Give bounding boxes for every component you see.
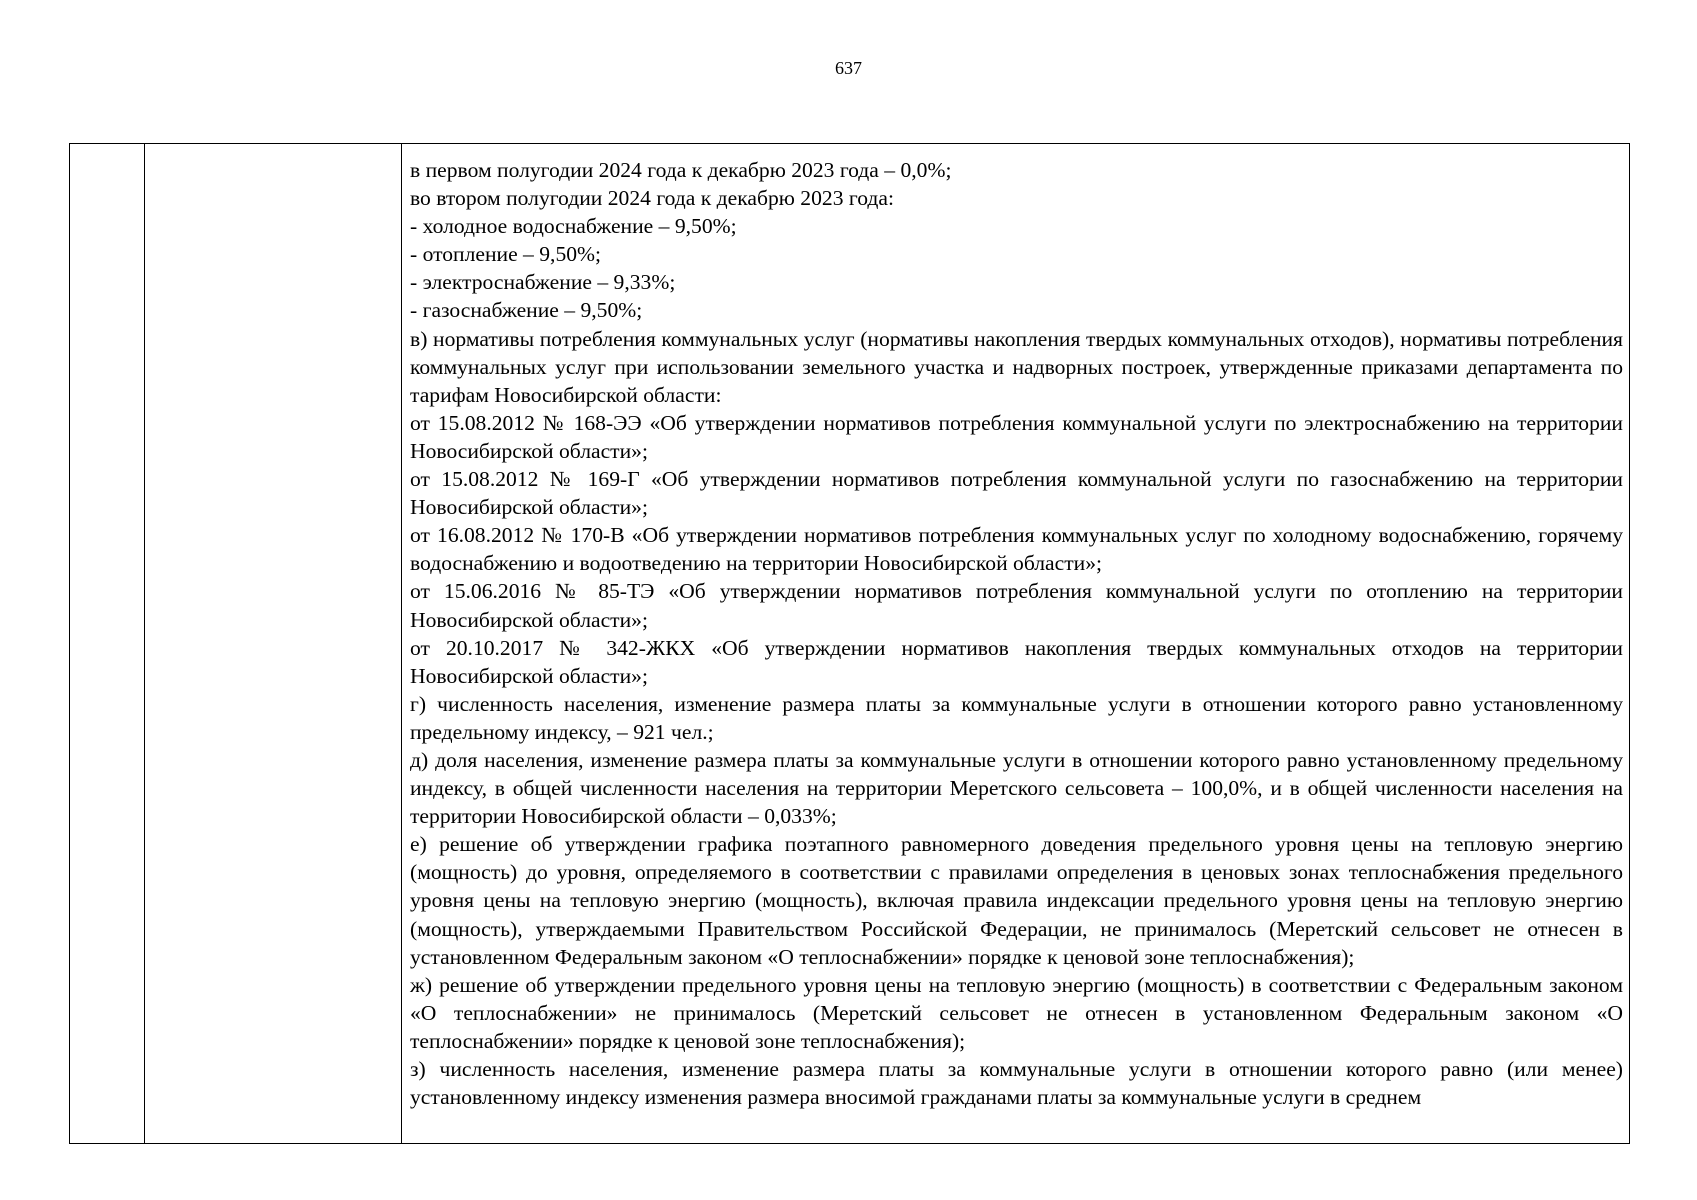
table-cell-content <box>402 144 1630 1144</box>
paragraph: е) решение об утверждении графика поэтапного равномерного доведения предельного уровня цены на тепловую энергию (мощность) до уровня, определяемого в соответствии с правилами определения в ценовых зонах теплоснабжения предельного уровня цены на тепловую энергию (мощность), включая правила индексации предельного уровня цены на тепловую энергию (мощность), утверждаемыми Правительством Российской Федерации, не принималось (Меретский сельсовет не отнесен в установленном Федеральным законом «О теплоснабжении» порядке к ценовой зоне теплоснабжения); <box>410 832 1623 969</box>
paragraph: во втором полугодии 2024 года к декабрю 2023 года: <box>410 186 894 211</box>
page-number: 637 <box>835 58 862 78</box>
list-item: - отопление – 9,50%; <box>410 242 602 267</box>
paragraph: д) доля населения, изменение размера платы за коммунальные услуги в отношении которого равно установленному предельному индексу, в общей численности населения на территории Меретского сельсовета – 100,0%, и в общей численности населения на территории Новосибирской области – 0,033%; <box>410 747 1623 829</box>
paragraph: з) численность населения, изменение размера платы за коммунальные услуги в отношении которого равно (или менее) установленному индексу изменения размера вносимой гражданами платы за коммунальные услуги в среднем <box>410 1057 1623 1110</box>
paragraph: от 15.08.2012 № 168-ЭЭ «Об утверждении нормативов потребления коммунальной услуги по электроснабжению на территории Новосибирской области»; <box>410 410 1623 463</box>
paragraph: в) нормативы потребления коммунальных услуг (нормативы накопления твердых коммунальных отходов), нормативы потребления коммунальных услуг при использовании земельного участка и надворных построек, утвержденные приказами департамента по тарифам Новосибирской области: <box>410 326 1623 407</box>
table-row <box>70 144 1630 1144</box>
paragraph: от 15.08.2012 № 169-Г «Об утверждении нормативов потребления коммунальной услуги по газоснабжению на территории Новосибирской области»; <box>410 467 1623 520</box>
list-item: - газоснабжение – 9,50%; <box>410 298 643 323</box>
list-item: - электроснабжение – 9,33%; <box>410 270 676 295</box>
paragraph: от 20.10.2017 № 342-ЖКХ «Об утверждении нормативов накопления твердых коммунальных отходов на территории Новосибирской области»; <box>410 635 1623 688</box>
paragraph: в первом полугодии 2024 года к декабрю 2023 года – 0,0%; <box>410 158 952 182</box>
content-table <box>69 143 1630 1144</box>
paragraph: от 16.08.2012 № 170-В «Об утверждении нормативов потребления коммунальных услуг по холодному водоснабжению, горячему водоснабжению и водоотведению на территории Новосибирской области»; <box>410 523 1623 576</box>
table-cell-name <box>145 144 402 1144</box>
table-cell-number <box>70 144 145 1144</box>
paragraph: г) численность населения, изменение размера платы за коммунальные услуги в отношении которого равно установленному предельному индексу, – 921 чел.; <box>410 691 1623 744</box>
paragraph: от 15.06.2016 № 85-ТЭ «Об утверждении нормативов потребления коммунальной услуги по отоплению на территории Новосибирской области»; <box>410 579 1623 632</box>
list-item: - холодное водоснабжение – 9,50%; <box>410 214 737 239</box>
paragraph: ж) решение об утверждении предельного уровня цены на тепловую энергию (мощность) в соответствии с Федеральным законом «О теплоснабжении» не принималось (Меретский сельсовет не отнесен в установленном Федеральным законом «О теплоснабжении» порядке к ценовой зоне теплоснабжения); <box>410 972 1623 1053</box>
